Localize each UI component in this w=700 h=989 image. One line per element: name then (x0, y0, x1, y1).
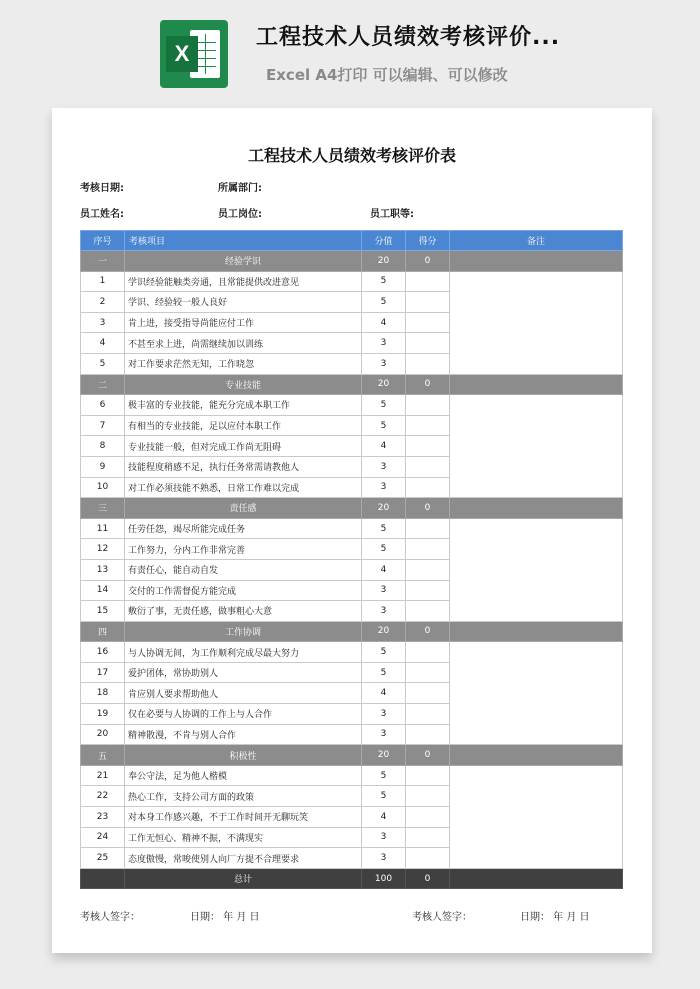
item-got-cell[interactable] (406, 456, 450, 477)
group-no: 三 (81, 498, 125, 519)
item-text: 不甚至求上进，尚需继续加以训练 (125, 333, 362, 354)
item-got-cell[interactable] (406, 312, 450, 333)
item-score: 5 (362, 765, 406, 786)
employee-rank-label: 员工职等: (370, 209, 414, 220)
item-text: 工作无恒心、精神不振，不满现实 (125, 827, 362, 848)
item-got-cell[interactable] (406, 827, 450, 848)
item-no: 4 (81, 333, 125, 354)
item-no: 11 (81, 518, 125, 539)
group-got: 0 (406, 498, 450, 519)
item-got-cell[interactable] (406, 662, 450, 683)
item-score: 3 (362, 456, 406, 477)
item-score: 4 (362, 683, 406, 704)
table-header-row (81, 231, 623, 251)
remark-cell[interactable] (450, 642, 623, 745)
item-text: 态度傲慢，常唆使别人向厂方提不合理要求 (125, 848, 362, 869)
table-row (81, 271, 623, 292)
item-text: 技能程度稍感不足，执行任务常需请教他人 (125, 456, 362, 477)
col-header-remark: 备注 (450, 231, 623, 251)
group-name: 积极性 (125, 745, 362, 766)
group-row (81, 374, 623, 395)
remark-cell[interactable] (450, 518, 623, 621)
group-no: 四 (81, 621, 125, 642)
item-text: 工作努力，分内工作非常完善 (125, 539, 362, 560)
item-text: 对本身工作感兴趣，不于工作时间开无聊玩笑 (125, 807, 362, 828)
item-no: 10 (81, 477, 125, 498)
group-name: 责任感 (125, 498, 362, 519)
group-no: 二 (81, 374, 125, 395)
group-got: 0 (406, 374, 450, 395)
item-text: 奉公守法，足为他人楷模 (125, 765, 362, 786)
item-score: 5 (362, 518, 406, 539)
banner-title: 工程技术人员绩效考核评价... (256, 25, 561, 50)
item-score: 5 (362, 395, 406, 416)
item-got-cell[interactable] (406, 786, 450, 807)
item-no: 13 (81, 559, 125, 580)
item-got-cell[interactable] (406, 518, 450, 539)
item-score: 4 (362, 312, 406, 333)
item-got-cell[interactable] (406, 477, 450, 498)
group-row (81, 251, 623, 272)
item-no: 14 (81, 580, 125, 601)
remark-cell[interactable] (450, 271, 623, 374)
document-page (52, 108, 652, 953)
item-score: 3 (362, 724, 406, 745)
item-no: 25 (81, 848, 125, 869)
excel-icon (160, 20, 228, 88)
employee-name-label: 员工姓名: (80, 209, 124, 220)
col-header-got: 得分 (406, 231, 450, 251)
group-score: 20 (362, 374, 406, 395)
evaluation-table (80, 230, 623, 889)
item-text: 热心工作，支持公司方面的政策 (125, 786, 362, 807)
item-score: 4 (362, 436, 406, 457)
group-remark-cell (450, 251, 623, 272)
item-got-cell[interactable] (406, 353, 450, 374)
group-score: 20 (362, 251, 406, 272)
group-remark-cell (450, 498, 623, 519)
group-got: 0 (406, 745, 450, 766)
item-score: 5 (362, 786, 406, 807)
item-score: 3 (362, 477, 406, 498)
item-got-cell[interactable] (406, 848, 450, 869)
banner-subtitle: Excel A4打印 可以编辑、可以修改 (266, 66, 508, 84)
col-header-item: 考核项目 (125, 231, 362, 251)
item-got-cell[interactable] (406, 539, 450, 560)
remark-cell[interactable] (450, 765, 623, 868)
group-no: 五 (81, 745, 125, 766)
item-got-cell[interactable] (406, 642, 450, 663)
item-score: 4 (362, 559, 406, 580)
assessor-date-label: 日期： 年 月 日 (520, 912, 590, 923)
item-got-cell[interactable] (406, 395, 450, 416)
item-score: 3 (362, 848, 406, 869)
item-text: 对工作要求茫然无知，工作晓忽 (125, 353, 362, 374)
assessment-date-label: 考核日期: (80, 183, 124, 194)
item-no: 16 (81, 642, 125, 663)
item-no: 21 (81, 765, 125, 786)
group-row (81, 498, 623, 519)
item-score: 5 (362, 292, 406, 313)
group-got: 0 (406, 251, 450, 272)
item-text: 精神散漫，不肯与别人合作 (125, 724, 362, 745)
item-got-cell[interactable] (406, 807, 450, 828)
item-score: 3 (362, 333, 406, 354)
item-got-cell[interactable] (406, 580, 450, 601)
col-header-score: 分值 (362, 231, 406, 251)
item-no: 15 (81, 601, 125, 622)
total-label: 总计 (125, 868, 362, 889)
item-score: 5 (362, 642, 406, 663)
group-score: 20 (362, 745, 406, 766)
employee-post-label: 员工岗位: (218, 209, 262, 220)
item-text: 肯应别人要求帮助他人 (125, 683, 362, 704)
table-row (81, 642, 623, 663)
item-text: 爱护团体，常协助别人 (125, 662, 362, 683)
item-text: 交付的工作需督促方能完成 (125, 580, 362, 601)
item-text: 学识经验能触类旁通，且常能提供改进意见 (125, 271, 362, 292)
item-got-cell[interactable] (406, 683, 450, 704)
item-no: 6 (81, 395, 125, 416)
total-remark (450, 868, 623, 889)
remark-cell[interactable] (450, 395, 623, 498)
item-got-cell[interactable] (406, 292, 450, 313)
item-got-cell[interactable] (406, 559, 450, 580)
item-text: 与人协调无间，为工作顺利完成尽最大努力 (125, 642, 362, 663)
group-score: 20 (362, 621, 406, 642)
group-row (81, 621, 623, 642)
item-text: 任劳任怨，竭尽所能完成任务 (125, 518, 362, 539)
item-got-cell[interactable] (406, 333, 450, 354)
item-no: 8 (81, 436, 125, 457)
item-text: 仅在必要与人协调的工作上与人合作 (125, 704, 362, 725)
table-row (81, 518, 623, 539)
item-score: 3 (362, 580, 406, 601)
item-no: 17 (81, 662, 125, 683)
item-text: 有责任心，能自动自发 (125, 559, 362, 580)
assessed-signature-label: 考核人签字： (80, 912, 140, 923)
item-score: 3 (362, 601, 406, 622)
item-text: 专业技能一般，但对完成工作尚无阻碍 (125, 436, 362, 457)
item-text: 对工作必须技能不熟悉，日常工作难以完成 (125, 477, 362, 498)
item-no: 7 (81, 415, 125, 436)
item-got-cell[interactable] (406, 601, 450, 622)
total-row (81, 868, 623, 889)
total-score: 100 (362, 868, 406, 889)
item-score: 5 (362, 662, 406, 683)
item-got-cell[interactable] (406, 704, 450, 725)
item-no: 2 (81, 292, 125, 313)
item-got-cell[interactable] (406, 765, 450, 786)
header-banner (0, 0, 700, 100)
item-got-cell[interactable] (406, 724, 450, 745)
document-title: 工程技术人员绩效考核评价表 (247, 146, 456, 165)
item-no: 20 (81, 724, 125, 745)
item-text: 有相当的专业技能，足以应付本职工作 (125, 415, 362, 436)
department-label: 所属部门: (218, 183, 262, 194)
item-score: 4 (362, 807, 406, 828)
group-name: 专业技能 (125, 374, 362, 395)
item-no: 18 (81, 683, 125, 704)
group-row (81, 745, 623, 766)
item-no: 24 (81, 827, 125, 848)
item-score: 5 (362, 539, 406, 560)
assessor-signature-label: 考核人签字： (412, 912, 472, 923)
total-blank (81, 868, 125, 889)
total-got: 0 (406, 868, 450, 889)
item-no: 9 (81, 456, 125, 477)
item-no: 3 (81, 312, 125, 333)
assessed-date-label: 日期： 年 月 日 (190, 912, 260, 923)
item-text: 敷衍了事，无责任感，做事粗心大意 (125, 601, 362, 622)
item-text: 极丰富的专业技能，能充分完成本职工作 (125, 395, 362, 416)
item-score: 5 (362, 415, 406, 436)
group-remark-cell (450, 374, 623, 395)
item-score: 5 (362, 271, 406, 292)
excel-x-letter: X (166, 36, 198, 72)
item-score: 3 (362, 353, 406, 374)
item-no: 1 (81, 271, 125, 292)
table-row (81, 765, 623, 786)
item-got-cell[interactable] (406, 436, 450, 457)
item-no: 5 (81, 353, 125, 374)
group-name: 经验学识 (125, 251, 362, 272)
item-text: 学识、经验较一般人良好 (125, 292, 362, 313)
item-got-cell[interactable] (406, 415, 450, 436)
item-score: 3 (362, 827, 406, 848)
item-score: 3 (362, 704, 406, 725)
group-remark-cell (450, 621, 623, 642)
group-got: 0 (406, 621, 450, 642)
table-row (81, 395, 623, 416)
item-text: 肯上进，接受指导尚能应付工作 (125, 312, 362, 333)
item-no: 12 (81, 539, 125, 560)
item-no: 22 (81, 786, 125, 807)
group-remark-cell (450, 745, 623, 766)
col-header-no: 序号 (81, 231, 125, 251)
item-got-cell[interactable] (406, 271, 450, 292)
item-no: 23 (81, 807, 125, 828)
group-name: 工作协调 (125, 621, 362, 642)
item-no: 19 (81, 704, 125, 725)
group-no: 一 (81, 251, 125, 272)
group-score: 20 (362, 498, 406, 519)
